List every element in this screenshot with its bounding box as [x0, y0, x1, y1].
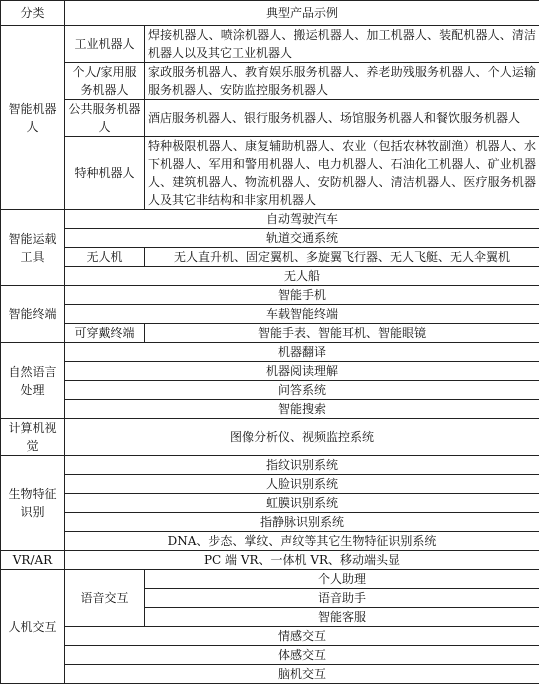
item-hci: 脑机交互 — [65, 665, 539, 684]
category-nlp: 自然语言处理 — [1, 343, 65, 419]
header-category: 分类 — [1, 1, 65, 26]
subcategory-public-robots: 公共服务机器人 — [65, 100, 145, 137]
item-unmanned-boat: 无人船 — [65, 267, 539, 286]
category-vehicles: 智能运载工具 — [1, 210, 65, 286]
item-voice: 语音助手 — [145, 589, 539, 608]
item-autonomous-car: 自动驾驶汽车 — [65, 210, 539, 229]
category-cv: 计算机视觉 — [1, 419, 65, 456]
subcategory-personal-robots: 个人/家用服务机器人 — [65, 63, 145, 100]
item-smartphone: 智能手机 — [65, 286, 539, 305]
item-car-terminal: 车载智能终端 — [65, 305, 539, 324]
item-voice: 智能客服 — [145, 608, 539, 627]
subcategory-wearable: 可穿戴终端 — [65, 324, 145, 343]
item-biometric: DNA、步态、掌纹、声纹等其它生物特征识别系统 — [65, 532, 539, 551]
item-hci: 情感交互 — [65, 627, 539, 646]
item-voice: 个人助理 — [145, 570, 539, 589]
examples-industrial-robots: 焊接机器人、喷涂机器人、搬运机器人、加工机器人、装配机器人、清洁机器人以及其它工业机器人 — [145, 26, 539, 63]
item-nlp: 机器翻译 — [65, 343, 539, 362]
item-nlp: 机器阅读理解 — [65, 362, 539, 381]
subcategory-special-robots: 特种机器人 — [65, 137, 145, 210]
examples-vrar: PC 端 VR、一体机 VR、移动端头显 — [65, 551, 539, 570]
examples-cv: 图像分析仪、视频监控系统 — [65, 419, 539, 456]
examples-drone: 无人直升机、固定翼机、多旋翼飞行器、无人飞艇、无人伞翼机 — [145, 248, 539, 267]
item-nlp: 问答系统 — [65, 381, 539, 400]
subcategory-drone: 无人机 — [65, 248, 145, 267]
examples-personal-robots: 家政服务机器人、教育娱乐服务机器人、养老助残服务机器人、个人运输服务机器人、安防监控服务机器人 — [145, 63, 539, 100]
header-examples: 典型产品示例 — [65, 1, 539, 26]
examples-public-robots: 酒店服务机器人、银行服务机器人、场馆服务机器人和餐饮服务机器人 — [145, 100, 539, 137]
category-terminals: 智能终端 — [1, 286, 65, 343]
subcategory-voice: 语音交互 — [65, 570, 145, 627]
item-nlp: 智能搜索 — [65, 400, 539, 419]
item-biometric: 指静脉识别系统 — [65, 513, 539, 532]
item-rail-system: 轨道交通系统 — [65, 229, 539, 248]
item-biometric: 人脸识别系统 — [65, 475, 539, 494]
subcategory-industrial-robots: 工业机器人 — [65, 26, 145, 63]
item-biometric: 虹膜识别系统 — [65, 494, 539, 513]
item-biometric: 指纹识别系统 — [65, 456, 539, 475]
category-vrar: VR/AR — [1, 551, 65, 570]
examples-special-robots: 特种极限机器人、康复辅助机器人、农业（包括农林牧副渔）机器人、水下机器人、军用和警用机器人、电力机器人、石油化工机器人、矿业机器人、建筑机器人、物流机器人、安防机器人、清洁机器人、医疗服务机器人及其它非结构和非家用机器人 — [145, 137, 539, 210]
item-hci: 体感交互 — [65, 646, 539, 665]
category-robots: 智能机器人 — [1, 26, 65, 210]
category-biometrics: 生物特征识别 — [1, 456, 65, 551]
examples-wearable: 智能手表、智能耳机、智能眼镜 — [145, 324, 539, 343]
category-hci: 人机交互 — [1, 570, 65, 684]
